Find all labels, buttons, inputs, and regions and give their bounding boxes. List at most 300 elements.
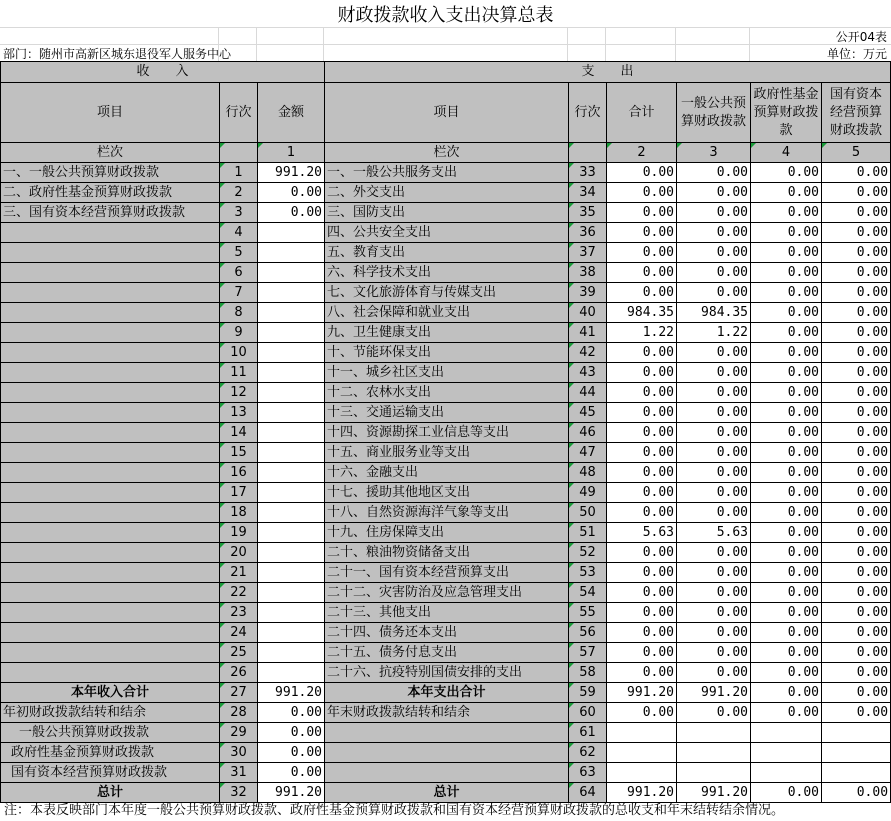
expense-item-cell: 三、国防支出 [325,203,569,223]
income-item-cell [1,463,220,483]
expense-state-capital-cell: 0.00 [822,423,891,443]
expense-row-no-header: 行次 [569,83,607,143]
expense-gov-fund-cell: 0.00 [751,523,822,543]
table-row [1,163,891,183]
end-gov-fund-c3 [677,743,751,763]
income-item-cell [1,523,220,543]
expense-general-cell: 0.00 [677,443,751,463]
income-row-no-cell: 25 [220,643,258,663]
expense-gov-fund-cell: 0.00 [751,383,822,403]
grand-c5: 0.00 [822,783,891,803]
expense-item-cell: 八、社会保障和就业支出 [325,303,569,323]
expense-total-cell: 0.00 [607,663,677,683]
expense-gov-fund-cell: 0.00 [751,283,822,303]
income-total-label: 本年收入合计 [1,683,220,703]
begin-state-capital-no: 31 [220,763,258,783]
expense-general-cell: 0.00 [677,503,751,523]
table-row [1,363,891,383]
expense-item-cell: 二十二、灾害防治及应急管理支出 [325,583,569,603]
expense-total-cell: 0.00 [607,283,677,303]
expense-row-no-cell: 53 [569,563,607,583]
end-gov-fund-empty [325,743,569,763]
expense-gov-fund-cell: 0.00 [751,423,822,443]
begin-gov-fund-no: 30 [220,743,258,763]
grand-expense-label: 总计 [325,783,569,803]
expense-general-cell: 0.00 [677,343,751,363]
expense-total-c4: 0.00 [751,683,822,703]
expense-gov-fund-cell: 0.00 [751,603,822,623]
expense-gov-fund-cell: 0.00 [751,263,822,283]
expense-gov-fund-cell: 0.00 [751,563,822,583]
expense-row-no-cell: 49 [569,483,607,503]
expense-total-cell: 0.00 [607,583,677,603]
expense-state-capital-cell: 0.00 [822,243,891,263]
income-item-cell [1,423,220,443]
expense-item-cell: 十七、援助其他地区支出 [325,483,569,503]
expense-item-cell: 二十三、其他支出 [325,603,569,623]
income-amount-cell [258,503,325,523]
expense-row-no-cell: 39 [569,283,607,303]
table-row [1,423,891,443]
end-state-capital-no: 63 [569,763,607,783]
expense-gov-fund-cell: 0.00 [751,463,822,483]
income-total-no: 27 [220,683,258,703]
table-row [1,523,891,543]
income-item-cell [1,323,220,343]
grand-income-label: 总计 [1,783,220,803]
income-item-cell [1,303,220,323]
budget-table [0,61,891,803]
expense-total-cell: 0.00 [607,543,677,563]
report-code: 公开04表 [835,30,887,44]
expense-gov-fund-cell: 0.00 [751,343,822,363]
col-4-label: 4 [751,143,822,163]
table-row [1,303,891,323]
expense-total-cell: 0.00 [607,423,677,443]
income-row-no-cell: 19 [220,523,258,543]
table-row [1,203,891,223]
expense-row-no-cell: 44 [569,383,607,403]
income-row-no-cell: 6 [220,263,258,283]
end-balance-c2: 0.00 [607,703,677,723]
expense-row-no-cell: 36 [569,223,607,243]
expense-item-cell: 十五、商业服务业等支出 [325,443,569,463]
expense-gov-fund-cell: 0.00 [751,323,822,343]
col-3-label: 3 [677,143,751,163]
expense-general-cell: 0.00 [677,383,751,403]
income-row-no-cell: 20 [220,543,258,563]
col-5-label: 5 [822,143,891,163]
expense-row-no-cell: 51 [569,523,607,543]
end-balance-label: 年末财政拨款结转和结余 [325,703,569,723]
expense-gov-fund-cell: 0.00 [751,363,822,383]
expense-general-cell: 0.00 [677,583,751,603]
expense-row-no-cell: 35 [569,203,607,223]
gov-fund-header: 政府性基金预算财政拨款 [751,83,822,143]
end-gov-fund-c5 [822,743,891,763]
end-balance-c4: 0.00 [751,703,822,723]
expense-general-cell: 0.00 [677,563,751,583]
expense-general-cell: 0.00 [677,243,751,263]
income-item-header: 项目 [1,83,220,143]
expense-state-capital-cell: 0.00 [822,503,891,523]
expense-state-capital-cell: 0.00 [822,563,891,583]
end-state-capital-c3 [677,763,751,783]
table-row [1,483,891,503]
state-capital-header: 国有资本经营预算财政拨款 [822,83,891,143]
expense-state-capital-cell: 0.00 [822,523,891,543]
expense-total-cell: 1.22 [607,323,677,343]
expense-item-cell: 二十一、国有资本经营预算支出 [325,563,569,583]
income-row-no-cell: 10 [220,343,258,363]
expense-state-capital-cell: 0.00 [822,663,891,683]
expense-item-cell: 七、文化旅游体育与传媒支出 [325,283,569,303]
expense-total-cell: 5.63 [607,523,677,543]
end-general-no: 61 [569,723,607,743]
income-row-no-cell: 22 [220,583,258,603]
expense-state-capital-cell: 0.00 [822,383,891,403]
begin-general-no: 29 [220,723,258,743]
expense-total-cell: 0.00 [607,163,677,183]
end-state-capital-empty [325,763,569,783]
begin-state-capital-amount: 0.00 [258,763,325,783]
expense-gov-fund-cell: 0.00 [751,443,822,463]
income-item-cell [1,543,220,563]
expense-row-no-cell: 50 [569,503,607,523]
table-row [1,183,891,203]
expense-gov-fund-cell: 0.00 [751,243,822,263]
end-balance-no: 60 [569,703,607,723]
income-amount-cell: 0.00 [258,203,325,223]
expense-total-cell: 0.00 [607,363,677,383]
expense-state-capital-cell: 0.00 [822,583,891,603]
expense-general-cell: 0.00 [677,403,751,423]
income-amount-cell: 991.20 [258,163,325,183]
table-row [1,443,891,463]
income-row-no-cell: 18 [220,503,258,523]
expense-state-capital-cell: 0.00 [822,403,891,423]
general-budget-header: 一般公共预算财政拨款 [677,83,751,143]
table-row [1,503,891,523]
expense-row-no-cell: 45 [569,403,607,423]
table-row [1,603,891,623]
expense-gov-fund-cell: 0.00 [751,503,822,523]
expense-state-capital-cell: 0.00 [822,263,891,283]
expense-item-cell: 五、教育支出 [325,243,569,263]
income-item-cell [1,243,220,263]
expense-row-no-cell: 40 [569,303,607,323]
expense-total-no: 59 [569,683,607,703]
expense-gov-fund-cell: 0.00 [751,543,822,563]
expense-total-cell: 0.00 [607,623,677,643]
unit-label: 单位：万元 [826,47,887,61]
begin-gov-fund-label: 政府性基金预算财政拨款 [1,743,220,763]
end-balance-c3: 0.00 [677,703,751,723]
expense-total-cell: 0.00 [607,463,677,483]
footnote: 注：本表反映部门本年度一般公共预算财政拨款、政府性基金预算财政拨款和国有资本经营预算财政拨款的总收支和年末结转结余情况。 [4,803,785,818]
income-amount-cell [258,403,325,423]
expense-row-no-cell: 46 [569,423,607,443]
expense-gov-fund-cell: 0.00 [751,303,822,323]
expense-row-no-cell: 38 [569,263,607,283]
grand-expense-no: 64 [569,783,607,803]
table-row [1,663,891,683]
expense-gov-fund-cell: 0.00 [751,583,822,603]
income-amount-cell [258,363,325,383]
income-col-label: 栏次 [1,143,220,163]
expense-general-cell: 0.00 [677,283,751,303]
income-row-no-cell: 23 [220,603,258,623]
expense-general-cell: 5.63 [677,523,751,543]
expense-total-cell: 0.00 [607,443,677,463]
income-item-cell [1,563,220,583]
income-row-no-cell: 7 [220,283,258,303]
income-amount-cell [258,643,325,663]
expense-row-no-cell: 43 [569,363,607,383]
income-amount-cell [258,323,325,343]
expense-item-cell: 十二、农林水支出 [325,383,569,403]
end-general-c4 [751,723,822,743]
expense-total-cell: 0.00 [607,563,677,583]
expense-state-capital-cell: 0.00 [822,303,891,323]
expense-total-c5: 0.00 [822,683,891,703]
income-amount-cell [258,303,325,323]
income-row-no-cell: 24 [220,623,258,643]
income-item-cell [1,603,220,623]
expense-item-cell: 十、节能环保支出 [325,343,569,363]
income-row-no-cell: 26 [220,663,258,683]
expense-item-cell: 九、卫生健康支出 [325,323,569,343]
table-row [1,403,891,423]
table-row [1,543,891,563]
income-amount-cell [258,543,325,563]
begin-general-label: 一般公共预算财政拨款 [1,723,220,743]
expense-state-capital-cell: 0.00 [822,183,891,203]
expense-state-capital-cell: 0.00 [822,343,891,363]
expense-total-cell: 0.00 [607,503,677,523]
expense-total-cell: 0.00 [607,243,677,263]
income-row-no-cell: 5 [220,243,258,263]
expense-state-capital-cell: 0.00 [822,603,891,623]
expense-row-no-cell: 34 [569,183,607,203]
income-row-no-cell: 12 [220,383,258,403]
expense-total-cell: 0.00 [607,603,677,623]
expense-row-no-cell: 58 [569,663,607,683]
expense-row-no-cell: 55 [569,603,607,623]
expense-item-cell: 二十四、债务还本支出 [325,623,569,643]
expense-general-cell: 0.00 [677,203,751,223]
income-amount-cell [258,663,325,683]
table-row [1,243,891,263]
income-row-no-cell: 17 [220,483,258,503]
expense-state-capital-cell: 0.00 [822,623,891,643]
table-row [1,383,891,403]
end-state-capital-c4 [751,763,822,783]
expense-general-cell: 984.35 [677,303,751,323]
table-row [1,623,891,643]
income-amount-cell [258,383,325,403]
expense-gov-fund-cell: 0.00 [751,663,822,683]
income-row-no-cell: 21 [220,563,258,583]
end-state-capital-c2 [607,763,677,783]
expense-general-cell: 0.00 [677,643,751,663]
expense-state-capital-cell: 0.00 [822,363,891,383]
begin-balance-amount: 0.00 [258,703,325,723]
expense-total-cell: 0.00 [607,263,677,283]
table-row [1,643,891,663]
grand-c4: 0.00 [751,783,822,803]
begin-state-capital-label: 国有资本经营预算财政拨款 [1,763,220,783]
grand-income-no: 32 [220,783,258,803]
income-row-no-cell: 11 [220,363,258,383]
expense-total-cell: 0.00 [607,343,677,363]
expense-general-cell: 0.00 [677,223,751,243]
expense-item-cell: 十三、交通运输支出 [325,403,569,423]
expense-state-capital-cell: 0.00 [822,163,891,183]
expense-total-cell: 984.35 [607,303,677,323]
col-2-label: 2 [607,143,677,163]
begin-general-amount: 0.00 [258,723,325,743]
expense-general-cell: 0.00 [677,663,751,683]
expense-general-cell: 0.00 [677,543,751,563]
income-amount-cell [258,243,325,263]
income-row-no-cell: 8 [220,303,258,323]
page-title: 财政拨款收入支出决算总表 [337,5,554,26]
income-col-no-empty [220,143,258,163]
begin-gov-fund-amount: 0.00 [258,743,325,763]
expense-item-cell: 二十六、抗疫特别国债安排的支出 [325,663,569,683]
table-row [1,283,891,303]
expense-gov-fund-cell: 0.00 [751,163,822,183]
expense-col-no-empty [569,143,607,163]
income-amount-header: 金额 [258,83,325,143]
income-item-cell [1,343,220,363]
income-amount-cell: 0.00 [258,183,325,203]
end-state-capital-c5 [822,763,891,783]
expense-state-capital-cell: 0.00 [822,463,891,483]
department-label: 部门：随州市高新区城东退役军人服务中心 [3,47,232,61]
expense-col-label: 栏次 [325,143,569,163]
expense-item-cell: 十四、资源勘探工业信息等支出 [325,423,569,443]
expense-total-label: 本年支出合计 [325,683,569,703]
expense-general-cell: 0.00 [677,363,751,383]
income-total-amount: 991.20 [258,683,325,703]
end-general-c3 [677,723,751,743]
income-amount-cell [258,283,325,303]
expense-item-cell: 二、外交支出 [325,183,569,203]
expense-state-capital-cell: 0.00 [822,443,891,463]
expense-total-c2: 991.20 [607,683,677,703]
end-general-c2 [607,723,677,743]
expense-item-header: 项目 [325,83,569,143]
income-amount-cell [258,483,325,503]
grand-income-amount: 991.20 [258,783,325,803]
income-amount-cell [258,623,325,643]
end-general-empty [325,723,569,743]
table-row [1,343,891,363]
income-item-cell [1,663,220,683]
income-amount-cell [258,223,325,243]
expense-gov-fund-cell: 0.00 [751,403,822,423]
expense-item-cell: 十八、自然资源海洋气象等支出 [325,503,569,523]
income-item-cell [1,383,220,403]
expense-general-cell: 0.00 [677,163,751,183]
table-row [1,463,891,483]
expense-row-no-cell: 48 [569,463,607,483]
income-amount-cell [258,523,325,543]
expense-total-c3: 991.20 [677,683,751,703]
expense-item-cell: 二十、粮油物资储备支出 [325,543,569,563]
expense-row-no-cell: 33 [569,163,607,183]
expense-total-cell: 0.00 [607,383,677,403]
income-item-cell [1,223,220,243]
expense-header: 支 出 [325,62,891,83]
income-header: 收 入 [1,62,325,83]
income-row-no-header: 行次 [220,83,258,143]
income-item-cell [1,583,220,603]
expense-total-cell: 0.00 [607,403,677,423]
expense-row-no-cell: 52 [569,543,607,563]
income-row-no-cell: 9 [220,323,258,343]
expense-item-cell: 二十五、债务付息支出 [325,643,569,663]
income-item-cell [1,363,220,383]
expense-gov-fund-cell: 0.00 [751,183,822,203]
expense-item-cell: 六、科学技术支出 [325,263,569,283]
begin-balance-no: 28 [220,703,258,723]
expense-item-cell: 一、一般公共服务支出 [325,163,569,183]
table-row [1,263,891,283]
income-row-no-cell: 4 [220,223,258,243]
income-amount-cell [258,583,325,603]
income-item-cell [1,283,220,303]
expense-general-cell: 0.00 [677,603,751,623]
total-header: 合计 [607,83,677,143]
income-row-no-cell: 2 [220,183,258,203]
income-amount-cell [258,463,325,483]
expense-item-cell: 十一、城乡社区支出 [325,363,569,383]
end-balance-c5: 0.00 [822,703,891,723]
expense-item-cell: 四、公共安全支出 [325,223,569,243]
income-item-cell: 三、国有资本经营预算财政拨款 [1,203,220,223]
table-row [1,323,891,343]
end-gov-fund-no: 62 [569,743,607,763]
table-row [1,223,891,243]
expense-total-cell: 0.00 [607,223,677,243]
begin-balance-label: 年初财政拨款结转和结余 [1,703,220,723]
income-item-cell: 一、一般公共预算财政拨款 [1,163,220,183]
expense-general-cell: 0.00 [677,183,751,203]
expense-total-cell: 0.00 [607,203,677,223]
income-row-no-cell: 15 [220,443,258,463]
col-1-label: 1 [258,143,325,163]
income-item-cell [1,503,220,523]
income-row-no-cell: 14 [220,423,258,443]
expense-total-cell: 0.00 [607,183,677,203]
end-gov-fund-c4 [751,743,822,763]
income-amount-cell [258,263,325,283]
expense-item-cell: 十六、金融支出 [325,463,569,483]
expense-general-cell: 0.00 [677,423,751,443]
income-amount-cell [258,563,325,583]
expense-total-cell: 0.00 [607,643,677,663]
expense-state-capital-cell: 0.00 [822,203,891,223]
grand-c3: 991.20 [677,783,751,803]
income-amount-cell [258,443,325,463]
expense-state-capital-cell: 0.00 [822,283,891,303]
table-row [1,583,891,603]
expense-total-cell: 0.00 [607,483,677,503]
expense-general-cell: 0.00 [677,263,751,283]
